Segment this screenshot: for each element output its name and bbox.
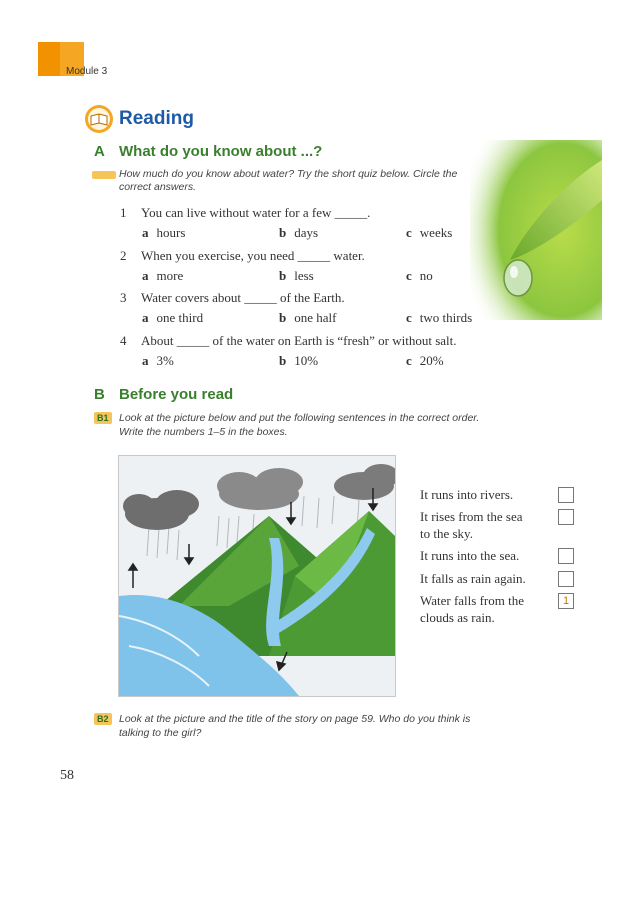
section-b-letter: B	[94, 386, 105, 403]
section-b-title: Before you read	[119, 386, 234, 403]
sentence-text: to the sky.	[420, 526, 473, 541]
option-text: days	[294, 225, 319, 240]
question-text: When you exercise, you need _____ water.	[141, 248, 365, 263]
page-number: 58	[60, 768, 74, 783]
b1-instruction-1: Look at the picture below and put the following sentences in the correct order.	[119, 412, 480, 424]
option[interactable]	[279, 225, 318, 241]
option-text: one third	[156, 310, 204, 325]
option-letter: b	[279, 225, 287, 240]
section-a-letter: A	[94, 143, 105, 160]
section-a-instruction-1: How much do you know about water? Try the short quiz below. Circle the	[119, 168, 458, 180]
option[interactable]	[142, 225, 185, 241]
question-text: You can live without water for a few _____.	[141, 205, 371, 220]
option[interactable]	[279, 268, 314, 284]
instruction-marker	[92, 171, 116, 179]
option-letter: b	[279, 268, 287, 283]
option-letter: a	[142, 268, 149, 283]
option-letter: c	[406, 225, 412, 240]
option[interactable]	[279, 353, 318, 369]
option-text: 3%	[156, 353, 174, 368]
option-letter: c	[406, 310, 412, 325]
option-letter: b	[279, 310, 287, 325]
question-text: Water covers about _____ of the Earth.	[141, 290, 345, 305]
b2-instruction-2: talking to the girl?	[119, 727, 202, 739]
option-text: more	[156, 268, 184, 283]
option-letter: a	[142, 225, 149, 240]
sentence-text: Water falls from the	[420, 593, 524, 608]
option-letter: a	[142, 353, 149, 368]
order-box[interactable]: 1	[558, 593, 574, 609]
book-icon	[84, 104, 114, 134]
order-box[interactable]	[558, 509, 574, 525]
sentence-item	[420, 547, 552, 564]
option[interactable]	[142, 310, 203, 326]
question-number: 2	[120, 248, 127, 263]
question-number: 1	[120, 205, 127, 220]
order-box[interactable]	[558, 571, 574, 587]
sentence-text: It falls as rain again.	[420, 571, 526, 586]
option[interactable]	[406, 225, 452, 241]
question-text: About _____ of the water on Earth is “fresh” or without salt.	[141, 333, 457, 348]
option[interactable]	[279, 310, 336, 326]
section-a-instruction-2: correct answers.	[119, 181, 197, 193]
b1-instruction-2: Write the numbers 1–5 in the boxes.	[119, 426, 288, 438]
option-letter: c	[406, 268, 412, 283]
option[interactable]	[142, 268, 183, 284]
section-a-title: What do you know about ...?	[119, 143, 323, 160]
option[interactable]	[406, 353, 444, 369]
option-text: less	[294, 268, 314, 283]
option-text: 20%	[419, 353, 444, 368]
sentence-text: It runs into rivers.	[420, 487, 514, 502]
module-label: Module 3	[66, 66, 108, 77]
order-box[interactable]	[558, 487, 574, 503]
water-cycle-illustration	[118, 455, 396, 697]
module-tab-accent	[38, 42, 60, 76]
reading-title: Reading	[119, 108, 194, 129]
option-letter: a	[142, 310, 149, 325]
option[interactable]	[406, 268, 433, 284]
leaf-waterdrop-photo	[470, 140, 602, 320]
sentence-item	[420, 508, 552, 542]
option-text: hours	[156, 225, 186, 240]
option-text: weeks	[419, 225, 453, 240]
option-text: two thirds	[419, 310, 473, 325]
sentence-text: It rises from the sea	[420, 509, 523, 524]
b1-badge: B1	[94, 412, 112, 424]
sentence-text: clouds as rain.	[420, 610, 495, 625]
option-letter: b	[279, 353, 287, 368]
order-box[interactable]	[558, 548, 574, 564]
sentence-item	[420, 486, 552, 503]
option-text: one half	[294, 310, 337, 325]
b2-instruction-1: Look at the picture and the title of the story on page 59. Who do you think is	[119, 713, 471, 725]
sentence-text: It runs into the sea.	[420, 548, 520, 563]
option-text: 10%	[294, 353, 319, 368]
option-letter: c	[406, 353, 412, 368]
sentence-item	[420, 592, 552, 626]
option[interactable]	[142, 353, 174, 369]
option[interactable]	[406, 310, 472, 326]
option-text: no	[419, 268, 433, 283]
sentence-item	[420, 570, 552, 587]
b2-badge: B2	[94, 713, 112, 725]
question-number: 3	[120, 290, 127, 305]
question-number: 4	[120, 333, 127, 348]
